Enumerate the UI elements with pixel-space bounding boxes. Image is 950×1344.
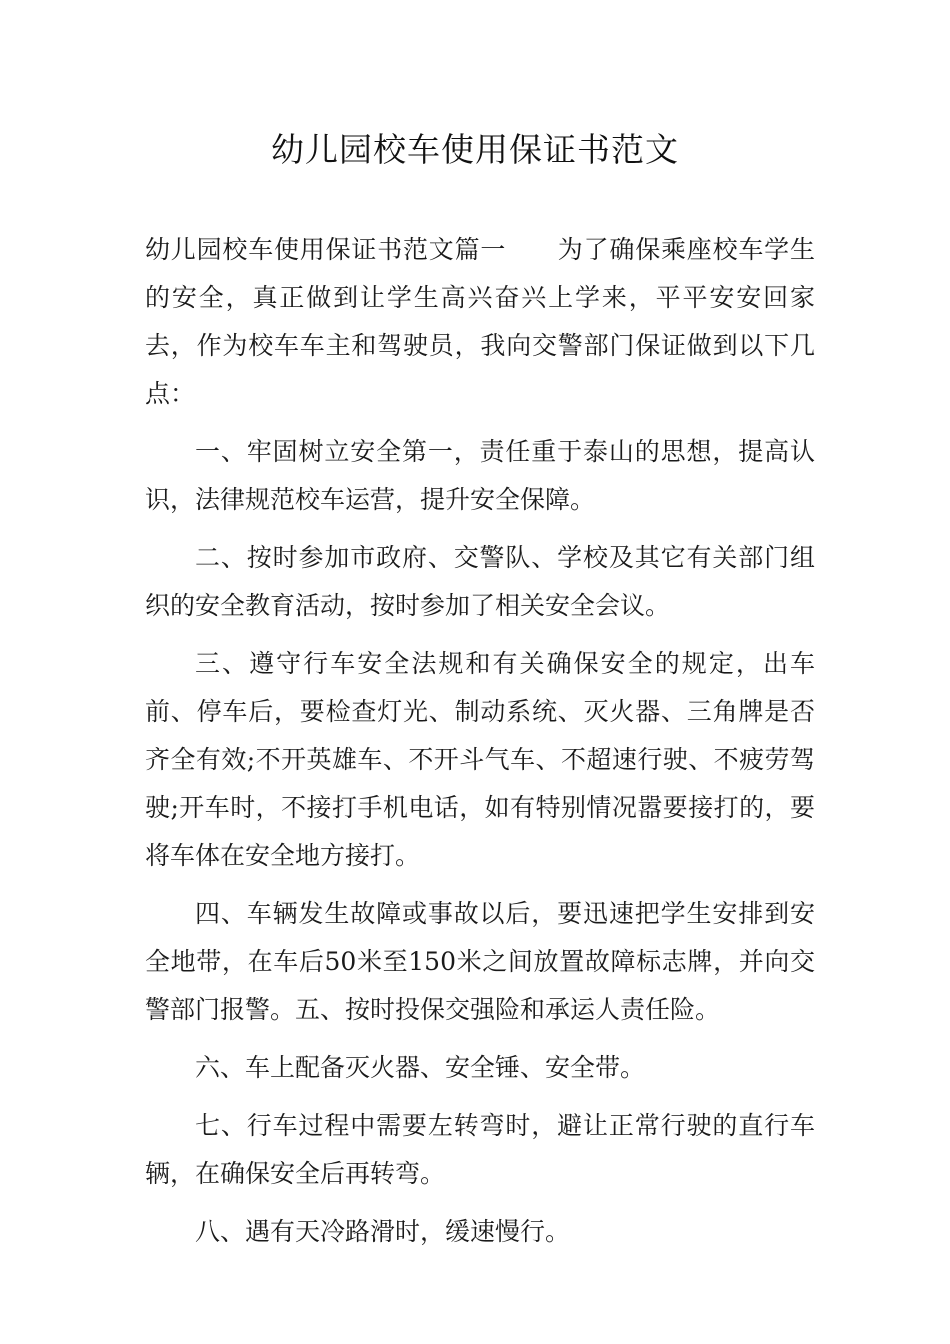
document-title: 幼儿园校车使用保证书范文 — [271, 130, 679, 169]
paragraph-intro: 幼儿园校车使用保证书范文篇一 为了确保乘座校车学生的安全，真正做到让学生高兴奋兴上学来，平平安安回家去，作为校车车主和驾驶员，我向交警部门保证做到以下几点： — [145, 235, 815, 408]
paragraph-item-4: 四、车辆发生故障或事故以后，要迅速把学生安排到安全地带，在车后50米至150米之间放置故障标志牌，并向交警部门报警。五、按时投保交强险和承运人责任险。 — [145, 899, 815, 1024]
paragraph-item-7: 七、行车过程中需要左转弯时，避让正常行驶的直行车辆，在确保安全后再转弯。 — [145, 1111, 815, 1188]
paragraph-item-2: 二、按时参加市政府、交警队、学校及其它有关部门组织的安全教育活动，按时参加了相关安全会议。 — [145, 543, 815, 620]
paragraph-item-8: 八、遇有天冷路滑时，缓速慢行。 — [195, 1217, 571, 1246]
paragraph-item-6: 六、车上配备灭火器、安全锤、安全带。 — [195, 1053, 646, 1082]
document-body — [145, 226, 815, 1256]
paragraph-item-3: 三、遵守行车安全法规和有关确保安全的规定，出车前、停车后，要检查灯光、制动系统、灭火器、三角牌是否齐全有效;不开英雄车、不开斗气车、不超速行驶、不疲劳驾驶;开车时，不接打手机电话，如有特别情况嚣要接打的，要将车体在安全地方接打。 — [145, 649, 815, 870]
paragraph-item-1: 一、牢固树立安全第一，责任重于泰山的思想，提高认识，法律规范校车运营，提升安全保障。 — [145, 437, 815, 514]
